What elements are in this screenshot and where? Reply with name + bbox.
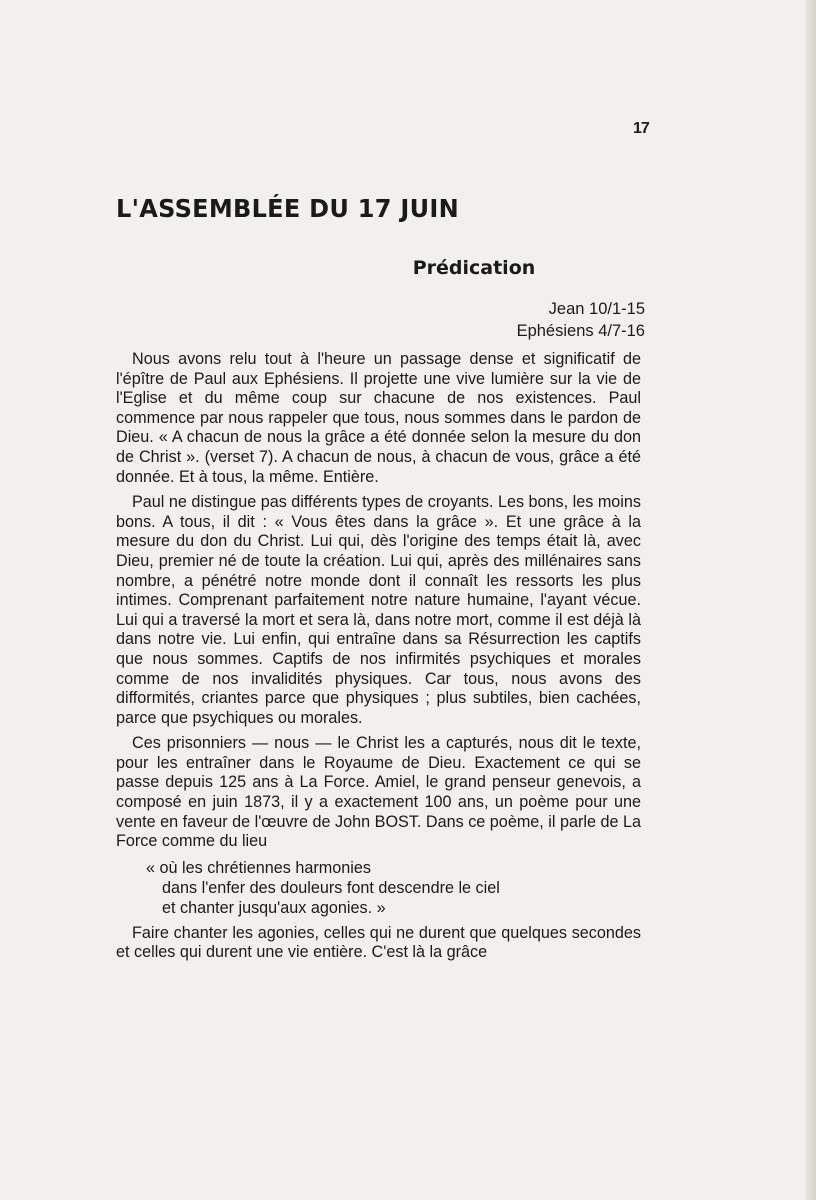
- paragraph-1: Nous avons relu tout à l'heure un passage dense et significatif de l'épître de Paul aux Ephésiens. Il projette une vive lumière sur la vie de l'Eglise et du même coup sur chacune de nos existences. Paul commence par nous rappeler que tous, nous sommes dans le pardon de Dieu. « A chacun de nous la grâce a été donnée selon la mesure du don de Christ ». (verset 7). A chacun de nous, à chacun de vous, grâce a été donnée. Et à tous, la même. Entière.: [116, 350, 641, 486]
- page-title: L'ASSEMBLÉE DU 17 JUIN: [116, 194, 460, 223]
- quote-line-1: « où les chrétiennes harmonies: [146, 858, 371, 877]
- reference-john: Jean 10/1-15: [548, 300, 645, 318]
- quote-line-2: dans l'enfer des douleurs font descendre le ciel: [162, 878, 500, 897]
- scripture-references: [517, 298, 645, 342]
- section-subtitle: Prédication: [412, 257, 536, 279]
- poem-quote: [116, 858, 641, 918]
- paragraph-4: Faire chanter les agonies, celles qui ne durent que quelques secondes et celles qui durent une vie entière. C'est là la grâce: [116, 923, 641, 962]
- paragraph-2: Paul ne distingue pas différents types de croyants. Les bons, les moins bons. A tous, il dit : « Vous êtes dans la grâce ». Et une grâce à la mesure du don du Christ. Lui qui, dès l'origine des temps était là, avec Dieu, premier né de toute la création. Lui qui, après des millénaires sans nombre, a pénétré notre monde dont il connaît les ressorts les plus intimes. Comprenant parfaitement notre nature humaine, l'ayant vécue. Lui qui a traversé la mort et sera là, dans notre mort, comme il est déjà là dans notre vie. Lui enfin, qui entraîne dans sa Résurrection les captifs que nous sommes. Captifs de nos infirmités psychiques et morales comme de nos invalidités physiques. Car tous, nous avons des difformités, criantes parce que physiques ; plus subtiles, bien cachées, parce que psychiques ou morales.: [116, 493, 642, 727]
- page-number: 17: [633, 120, 649, 137]
- page-edge: [806, 0, 816, 1200]
- reference-ephesians: Ephésiens 4/7-16: [516, 322, 645, 340]
- sermon-body: [116, 350, 641, 969]
- paragraph-3: Ces prisonniers — nous — le Christ les a capturés, nous dit le texte, pour les entraîner dans le Royaume de Dieu. Exactement ce qui se passe depuis 125 ans à La Force. Amiel, le grand penseur genevois, a composé en juin 1873, il y a exactement 100 ans, un poème pour une vente en faveur de l'œuvre de John BOST. Dans ce poème, il parle de La Force comme du lieu: [116, 734, 641, 851]
- quote-line-3: et chanter jusqu'aux agonies. »: [162, 898, 386, 917]
